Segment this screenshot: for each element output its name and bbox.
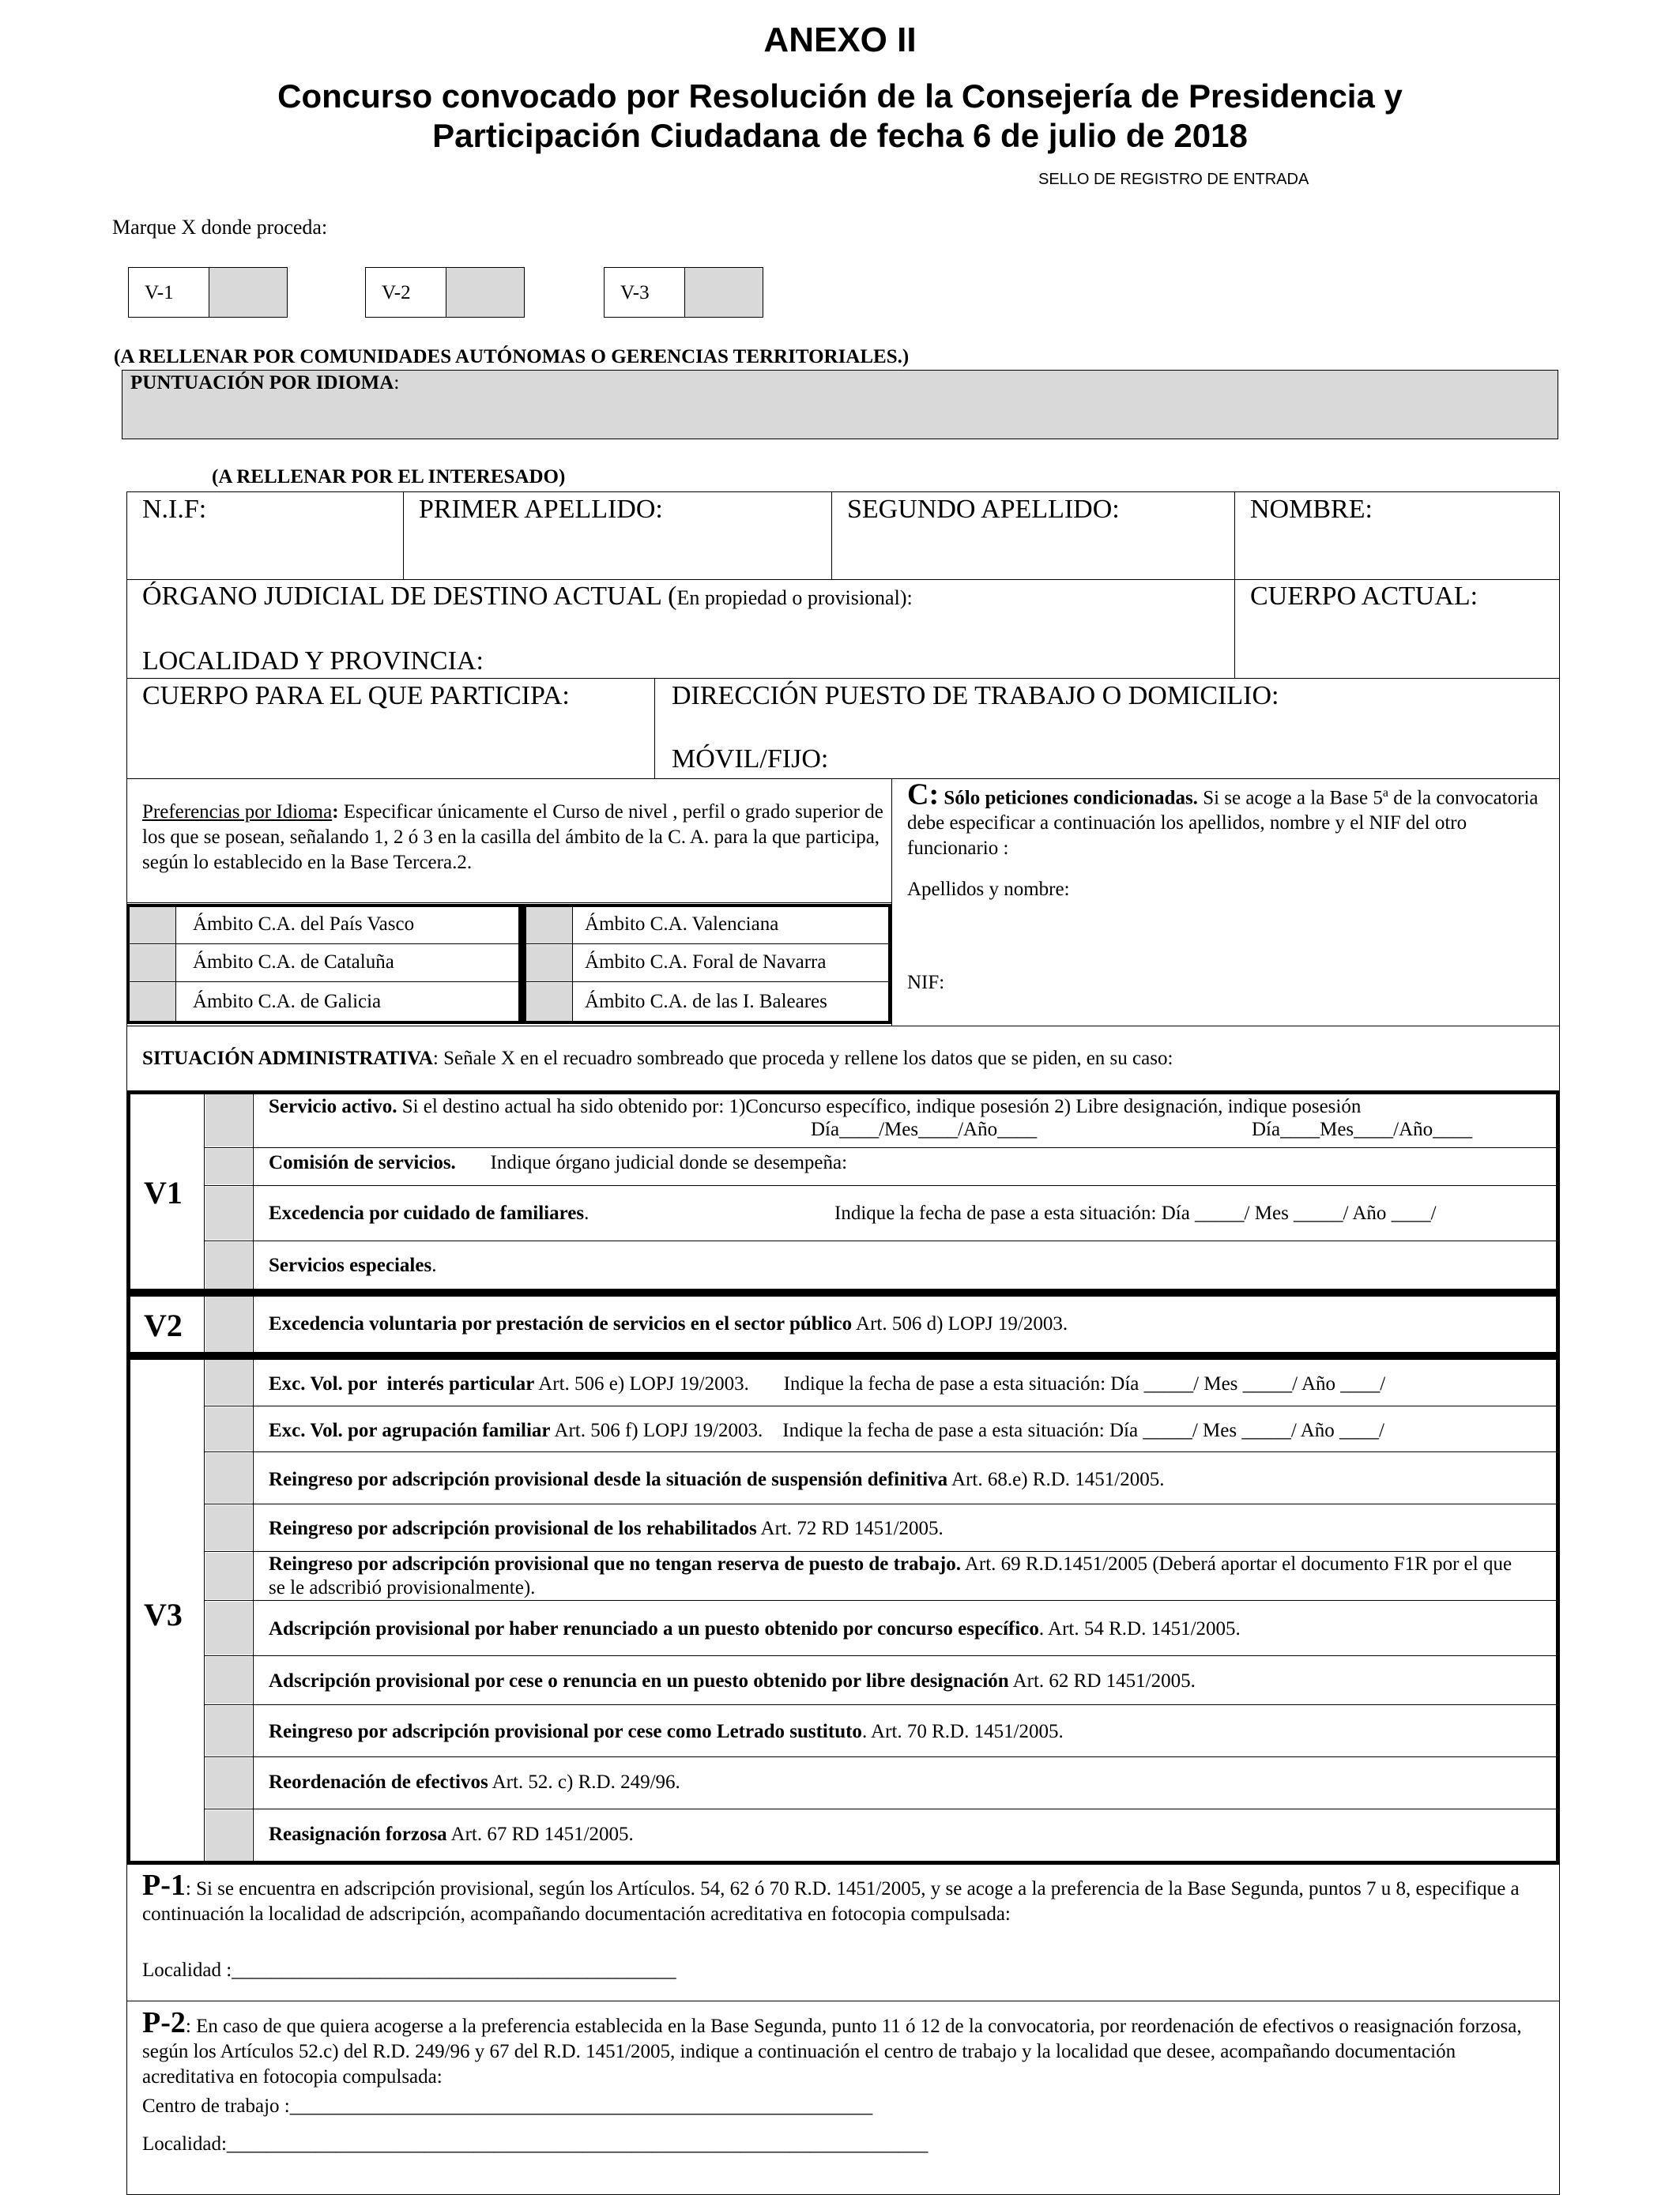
v3-reorganization-title: Reordenación de efectivos: [269, 1771, 488, 1793]
v3-specific-contest-resign-checkbox[interactable]: [205, 1602, 252, 1655]
v1-commission-title: Comisión de servicios.: [269, 1152, 456, 1173]
name-field-label: NOMBRE:: [1250, 495, 1373, 524]
v1-free-designation-date: Día____Mes____/Año____: [1252, 1119, 1473, 1140]
nif-field-label: N.I.F:: [142, 495, 207, 524]
phone-field-label: MÓVIL/FIJO:: [672, 744, 829, 774]
group-v1-label: V1: [144, 1175, 183, 1210]
conditional-text-b: de la convocatoria debe especificar a continuación los apellidos, nombre y el NIF del otro funcionario :: [907, 787, 1539, 860]
v3-family-grouping-checkbox[interactable]: [205, 1407, 252, 1451]
v1-family-care-title: Excedencia por cuidado de familiares: [269, 1203, 585, 1224]
v3-suspension-reentry-checkbox[interactable]: [205, 1453, 252, 1503]
second-surname-field-label: SEGUNDO APELLIDO:: [847, 495, 1120, 524]
v3-family-grouping-title: Exc. Vol. por agrupación familiar: [269, 1420, 551, 1441]
v3-forced-reassignment-checkbox[interactable]: [205, 1810, 252, 1861]
v3-suspension-reentry-title: Reingreso por adscripción provisional desde la situación de suspensión definitiva: [269, 1469, 948, 1490]
v3-substitute-lawyer-detail: . Art. 70 R.D. 1451/2005.: [861, 1721, 1064, 1742]
scope-galicia-label: Ámbito C.A. de Galicia: [193, 991, 382, 1012]
first-surname-field-label: PRIMER APELLIDO:: [419, 495, 663, 524]
v3-family-grouping-text: [269, 1420, 1384, 1442]
v3-forced-reassignment-title: Reasignación forzosa: [269, 1824, 447, 1845]
choice-v1-checkbox[interactable]: [209, 268, 287, 317]
address-field-label: DIRECCIÓN PUESTO DE TRABAJO O DOMICILIO:: [672, 681, 1279, 710]
v3-no-reservation-title: Reingreso por adscripción provisional que no tengan reserva de puesto de trabajo.: [269, 1553, 961, 1575]
v3-reorganization-checkbox[interactable]: [205, 1758, 252, 1808]
v1-commission-checkbox[interactable]: [205, 1149, 252, 1184]
v1-active-service-title: Servicio activo.: [269, 1096, 397, 1117]
choice-v2-checkbox[interactable]: [446, 268, 524, 317]
situation-heading-instructions: : Señale X en el recuadro sombreado que proceda y rellene los datos que se piden, en su caso:: [432, 1048, 1173, 1069]
v3-free-designation-detail: Art. 62 RD 1451/2005.: [1008, 1670, 1196, 1692]
choice-v2-box[interactable]: [365, 267, 525, 318]
v1-active-service-checkbox[interactable]: [205, 1094, 252, 1146]
v1-special-services-text: [269, 1255, 436, 1277]
v2-public-sector-text: [269, 1313, 1068, 1335]
p2-preference-text: [142, 2006, 1549, 2090]
court-label-main: ÓRGANO JUDICIAL DE DESTINO ACTUAL (: [142, 582, 677, 611]
p2-code: P-2: [142, 2006, 186, 2039]
court-label-note: En propiedad o provisional):: [676, 586, 913, 609]
choice-v3-label: V-3: [620, 282, 650, 303]
v3-substitute-lawyer-text: [269, 1721, 1064, 1743]
conditional-requests-text: [907, 777, 1552, 861]
regional-heading: (A RELLENAR POR COMUNIDADES AUTÓNOMAS O GERENCIAS TERRITORIALES.): [114, 346, 910, 367]
v2-public-sector-detail: Art. 506 d) LOPJ 19/2003.: [852, 1313, 1068, 1335]
p1-locality-field[interactable]: Localidad :_____________________________________________: [142, 1960, 676, 1981]
v1-special-services-period: .: [431, 1255, 437, 1276]
v3-private-interest-detail: Art. 506 e) LOPJ 19/2003. Indique la fecha de pase a esta situación: Día _____/ Mes _____/ Año ____/: [534, 1373, 1386, 1395]
scope-catalonia-checkbox[interactable]: [130, 945, 175, 981]
v3-substitute-lawyer-title: Reingreso por adscripción provisional por cese como Letrado sustituto: [269, 1721, 862, 1742]
v3-specific-contest-resign-detail: . Art. 54 R.D. 1451/2005.: [1038, 1618, 1241, 1640]
v3-free-designation-checkbox[interactable]: [205, 1657, 252, 1704]
v3-specific-contest-resign-title: Adscripción provisional por haber renunciado a un puesto obtenido por concurso específico: [269, 1618, 1039, 1640]
group-v2-label: V2: [144, 1308, 183, 1343]
v3-rehabilitated-title: Reingreso por adscripción provisional de los rehabilitados: [269, 1518, 757, 1539]
v3-no-reservation-checkbox[interactable]: [205, 1553, 252, 1599]
v3-private-interest-checkbox[interactable]: [205, 1360, 252, 1405]
v3-reorganization-detail: Art. 52. c) R.D. 249/96.: [488, 1771, 680, 1793]
v3-forced-reassignment-detail: Art. 67 RD 1451/2005.: [446, 1824, 634, 1845]
v3-private-interest-title: Exc. Vol. por interés particular: [269, 1373, 535, 1395]
v3-private-interest-text: [269, 1373, 1385, 1395]
scope-valencia-checkbox[interactable]: [526, 907, 572, 943]
p1-body: : Si se encuentra en adscripción provisional, según los Artículos. 54, 62 ó 70 R.D. 1451/2005, y se acoge a la preferencia de la Base Segunda, puntos 7 u 8, especifique a continuación la localidad de adscripción, acompañando documentación acreditativa en fotocopia compulsada:: [142, 1878, 1520, 1925]
v3-suspension-reentry-text: [269, 1469, 1164, 1491]
v1-family-care-text: [269, 1203, 589, 1225]
v3-no-reservation-text: [269, 1553, 1533, 1600]
v3-family-grouping-detail: Art. 506 f) LOPJ 19/2003. Indique la fecha de pase a esta situación: Día _____/ Mes _____/ Año ____/: [550, 1420, 1384, 1441]
p1-code: P-1: [142, 1869, 186, 1902]
v3-no-reservation-detail: Art. 69 R.D.1451/2005 (Deberá aportar el documento F1R por el que se le adscribió provisionalmente).: [269, 1553, 1512, 1598]
scope-navarre-checkbox[interactable]: [526, 945, 572, 981]
v1-family-care-period: .: [584, 1203, 590, 1224]
court-field-label: [142, 582, 913, 612]
p2-workplace-field[interactable]: Centro de trabajo :___________________________________________________________: [142, 2095, 873, 2117]
scope-basque-label: Ámbito C.A. del País Vasco: [193, 913, 415, 935]
administrative-situation-heading: [142, 1048, 1173, 1070]
v3-rehabilitated-text: [269, 1518, 944, 1540]
scope-valencia-label: Ámbito C.A. Valenciana: [585, 913, 779, 935]
v3-specific-contest-resign-text: [269, 1618, 1241, 1640]
choice-v2-label: V-2: [382, 282, 411, 303]
language-score-label: PUNTUACIÓN POR IDIOMA: [130, 372, 394, 393]
scope-galicia-checkbox[interactable]: [130, 983, 175, 1021]
v3-rehabilitated-detail: Art. 72 RD 1451/2005.: [756, 1518, 944, 1539]
situation-heading-title: SITUACIÓN ADMINISTRATIVA: [142, 1048, 433, 1069]
p2-locality-field[interactable]: Localidad:_______________________________________________________________________: [142, 2133, 929, 2155]
v3-free-designation-title: Adscripción provisional por cese o renuncia en un puesto obtenido por libre designación: [269, 1670, 1009, 1692]
scope-navarre-label: Ámbito C.A. Foral de Navarra: [585, 951, 827, 973]
v1-commission-text: [269, 1152, 847, 1174]
language-preference-body: Especificar únicamente el Curso de nivel , perfil o grado superior de los que se posean, señalando 1, 2 ó 3 en la casilla del ámbito de la C. A. para la que participa, según lo establecido en la Base Tercera.2.: [142, 801, 883, 873]
choice-v1-box[interactable]: [128, 267, 288, 318]
conditional-letter: C:: [907, 777, 940, 811]
locality-field-label: LOCALIDAD Y PROVINCIA:: [142, 646, 484, 676]
v3-suspension-reentry-detail: Art. 68.e) R.D. 1451/2005.: [947, 1469, 1165, 1490]
v2-public-sector-title: Excedencia voluntaria por prestación de servicios en el sector público: [269, 1313, 853, 1335]
p2-body: : En caso de que quiera acogerse a la preferencia establecida en la Base Segunda, punto 11 ó 12 de la convocatoria, por reordenación de efectivos o reasignación forzosa, según los Artículos 52.c) del R.D. 249/96 y 67 del R.D. 1451/2005, indique a continuación el centro de trabajo y la localidad que desee, acompañando documentación acreditativa en fotocopia compulsada:: [142, 2016, 1522, 2088]
v1-family-care-date: Indique la fecha de pase a esta situación: Día _____/ Mes _____/ Año ____/: [834, 1203, 1437, 1224]
v1-specific-contest-date: Día____/Mes____/Año____: [811, 1119, 1038, 1140]
language-scope-grid: [126, 904, 891, 1027]
annex-title: ANEXO II: [763, 21, 917, 59]
applicant-heading: (A RELLENAR POR EL INTERESADO): [212, 466, 566, 488]
conditional-title: Sólo peticiones condicionadas.: [939, 787, 1198, 809]
v1-special-services-checkbox[interactable]: [205, 1242, 252, 1289]
current-body-field-label: CUERPO ACTUAL:: [1250, 582, 1478, 611]
registry-stamp-label: SELLO DE REGISTRO DE ENTRADA: [1038, 171, 1309, 188]
language-score-box[interactable]: [122, 370, 1558, 439]
p1-preference-text: [142, 1869, 1549, 1927]
scope-balearic-checkbox[interactable]: [526, 983, 572, 1021]
v2-public-sector-checkbox[interactable]: [205, 1297, 252, 1352]
scope-balearic-label: Ámbito C.A. de las I. Baleares: [585, 991, 827, 1012]
language-preference-colon: :: [332, 801, 339, 823]
scope-catalonia-label: Ámbito C.A. de Cataluña: [193, 951, 394, 973]
v3-rehabilitated-checkbox[interactable]: [205, 1505, 252, 1550]
v1-commission-detail: Indique órgano judicial donde se desempeña:: [455, 1152, 848, 1173]
v3-substitute-lawyer-checkbox[interactable]: [205, 1706, 252, 1756]
language-preference-text: [142, 800, 885, 875]
conditional-superscript: a: [1382, 786, 1388, 800]
v1-active-service-detail: Si el destino actual ha sido obtenido por: 1)Concurso específico, indique posesión 2) Libre designación, indique posesión: [397, 1096, 1362, 1117]
language-preference-title: Preferencias por Idioma: [142, 801, 333, 823]
conditional-nif-label: NIF:: [907, 972, 945, 993]
document-title-line1: Concurso convocado por Resolución de la Consejería de Presidencia y: [277, 77, 1403, 115]
v3-reorganization-text: [269, 1771, 680, 1794]
scope-basque-checkbox[interactable]: [130, 907, 175, 943]
language-score-colon: :: [394, 372, 400, 393]
document-title-line2: Participación Ciudadana de fecha 6 de julio de 2018: [432, 117, 1248, 154]
choice-v3-checkbox[interactable]: [684, 268, 763, 317]
target-body-field-label: CUERPO PARA EL QUE PARTICIPA:: [142, 681, 570, 710]
conditional-names-label: Apellidos y nombre:: [907, 879, 1070, 900]
v3-free-designation-text: [269, 1670, 1196, 1692]
mark-instruction: Marque X donde proceda:: [112, 216, 328, 239]
v1-family-care-checkbox[interactable]: [205, 1187, 252, 1240]
group-v3-label: V3: [144, 1597, 183, 1632]
choice-v3-box[interactable]: [604, 267, 763, 318]
v3-forced-reassignment-text: [269, 1824, 634, 1846]
conditional-text-a: Si se acoge a la Base 5: [1197, 787, 1383, 809]
v1-special-services-title: Servicios especiales: [269, 1255, 432, 1276]
v1-active-service-text: [269, 1095, 1361, 1119]
choice-v1-label: V-1: [145, 282, 174, 303]
